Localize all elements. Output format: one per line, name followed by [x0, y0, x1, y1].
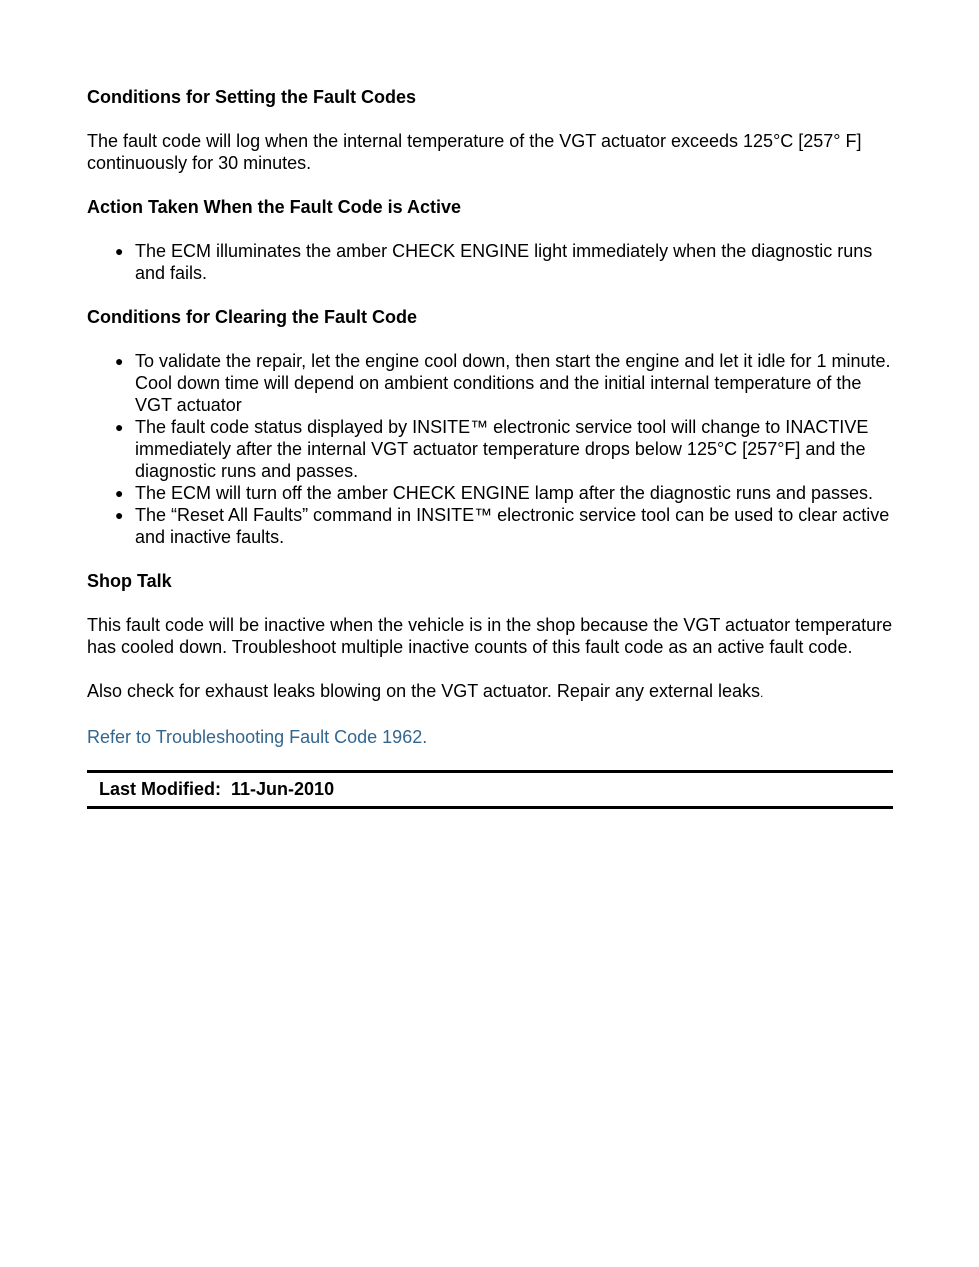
- setting-conditions-text: The fault code will log when the internal temperature of the VGT actuator exceeds 125°C [257° F] continuously for 30 minutes.: [87, 131, 862, 173]
- troubleshooting-link[interactable]: Refer to Troubleshooting Fault Code 1962.: [87, 727, 428, 747]
- list-item: ● The ECM illuminates the amber CHECK ENGINE light immediately when the diagnostic runs and fails.: [115, 241, 873, 283]
- bullet-icon: ●: [115, 353, 124, 369]
- heading-shop-talk: Shop Talk: [87, 571, 172, 591]
- bullet-icon: ●: [115, 507, 124, 523]
- bullet-icon: ●: [115, 243, 124, 259]
- shop-talk-paragraph-1: This fault code will be inactive when the vehicle is in the shop because the VGT actuator temperature has cooled down. Troubleshoot multiple inactive counts of this fault code as an active fault code.: [87, 615, 893, 657]
- list-item: ● To validate the repair, let the engine cool down, then start the engine and let it idle for 1 minute. Cool down time will depend on ambient conditions and the initial internal temperature of the VGT actuator: [115, 351, 891, 415]
- last-modified-bar: [87, 770, 893, 809]
- heading-action-taken: Action Taken When the Fault Code is Active: [87, 197, 462, 217]
- last-modified-date: 11-Jun-2010: [231, 779, 335, 799]
- heading-clearing-conditions: Conditions for Clearing the Fault Code: [87, 307, 417, 327]
- document-body: [87, 86, 893, 809]
- heading-setting-conditions: Conditions for Setting the Fault Codes: [87, 87, 416, 107]
- last-modified-label: Last Modified:: [99, 779, 221, 799]
- reference-paragraph: [87, 726, 893, 748]
- list-item: ● The “Reset All Faults” command in INSITE™ electronic service tool can be used to clear active and inactive faults.: [115, 505, 890, 547]
- bullet-icon: ●: [115, 419, 124, 435]
- clearing-list: [87, 350, 893, 548]
- bullet-icon: ●: [115, 485, 124, 501]
- action-list: [87, 240, 893, 284]
- shop-talk-paragraph-2: Also check for exhaust leaks blowing on the VGT actuator. Repair any external leaks.: [87, 681, 764, 701]
- list-item: ● The fault code status displayed by INSITE™ electronic service tool will change to INACTIVE immediately after the internal VGT actuator temperature drops below 125°C [257°F] and the diagnostic runs and passes.: [115, 417, 869, 481]
- list-item: ● The ECM will turn off the amber CHECK ENGINE lamp after the diagnostic runs and passes.: [115, 483, 873, 503]
